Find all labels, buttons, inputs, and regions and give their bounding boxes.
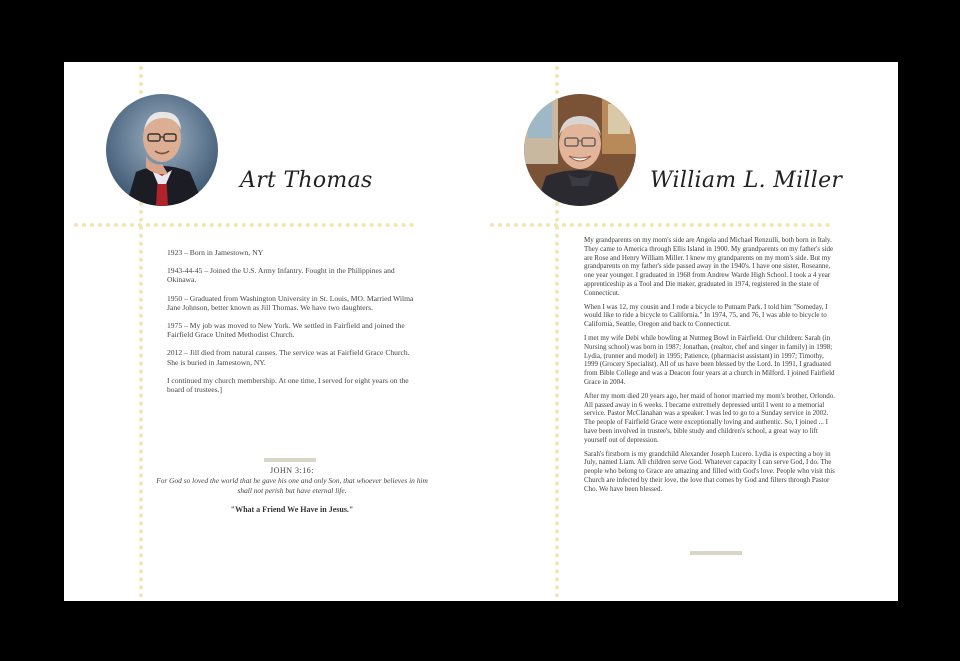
william-miller-name: William L. Miller (650, 168, 843, 193)
timeline-entry: 1943-44-45 – Joined the U.S. Army Infantry. Fought in the Philippines and Okinawa. (167, 266, 395, 285)
william-miller-story (584, 236, 836, 499)
timeline-entry: I continued my church membership. At one time, I served for eight years on the board of trustees.] (167, 375, 409, 395)
timeline-entry: 2012 – Jill died from natural causes. The service was at Fairfield Grace Church. She is buried in Jamestown, NY. (167, 348, 410, 367)
bible-verse-block (154, 466, 430, 514)
right-horizontal-guide (490, 223, 830, 227)
left-divider (264, 458, 316, 462)
story-paragraph: I met my wife Debi while bowling at Nutmeg Bowl in Fairfield. Our children: Sarah (in Nursing school) was born in 1987; Jonathan, (realtor, chef and singer in family) in 1998; Lydia, (runner and model) in 1995; Patience, (pharmacist assistant) in 1997; Timothy, 1999 (Grocery Specialist). All of us have been blessed by the Lord. In 1991, I graduated from Bible College and was a Deacon four years at a church in Milford. I joined Fairfield Grace in 2004. (584, 333, 835, 386)
story-paragraph: My grandparents on my mom's side are Angela and Michael Renzulli, both born in Italy. They came to America through Ellis Island in 1900. My grandparents on my father's side are Rose and Henry William Miller. I knew my grandparents on my mom's side. But my grandparents on my father's side passed away in the 1940's. I have one sister, Roseanne, one year younger. I graduated in 1968 from Andrew Warde High School. I took a 4 year apprenticeship as a Tool and Die maker, graduated in 1974, registered in the state of Connecticut. (584, 236, 834, 297)
william-miller-portrait (524, 94, 636, 206)
hymn-title: "What a Friend We Have in Jesus." (230, 505, 354, 514)
story-paragraph: Sarah's firstborn is my grandchild Alexander Joseph Lucero. Lydia is expecting a boy in July, named Liam. All children serve God. Whatever capacity I can serve God, I do. The people who belong to Grace are amazing and filled with God's love. People who visit this Church are infected by their love, the love that comes by God and filters through Pastor Cho. We have been blessed. (584, 449, 835, 493)
right-divider (690, 551, 742, 555)
timeline-entry: 1975 – My job was moved to New York. We settled in Fairfield and joined the Fairfield Grace United Methodist Church. (167, 321, 405, 340)
art-thomas-name: Art Thomas (240, 168, 373, 193)
portrait-photo-icon (106, 94, 218, 206)
art-thomas-portrait (106, 94, 218, 206)
left-horizontal-guide (74, 223, 414, 227)
timeline-entry: 1950 – Graduated from Washington University in St. Louis, MO. Married Wilma Jane Johnson, better known as Jill Thomas. We have two daughters. (167, 293, 414, 312)
story-paragraph: When I was 12, my cousin and I rode a bicycle to Putnam Park. I told him "Someday, I would like to ride a bicycle to California." In 1974, 75, and 76, I was able to bicycle to California, Seattle, Oregon and back to Connecticut. (584, 302, 828, 329)
portrait-photo-icon (524, 94, 636, 206)
art-thomas-timeline (167, 248, 417, 403)
brochure-spread (64, 62, 898, 601)
verse-reference: JOHN 3:16: (270, 466, 314, 475)
verse-text: For God so loved the world that he gave his one and only Son, that whoever believes in him shall not perish but have eternal life. (156, 476, 428, 495)
timeline-entry: 1923 – Born in Jamestown, NY (167, 248, 264, 257)
story-paragraph: After my mom died 20 years ago, her maid of honor married my mom's brother, Orlondo. All passed away in 6 weeks. I became extremely depressed until I went to a memorial service. Pastor McClanahan was a speaker. I was led to go to a Sunday service in 2002. The people of Fairfield Grace were exceptionally loving and authentic. So, I joined ... I have been involved in trustee's, bible study and children's school, a great way to lift yourself out of depression. (584, 391, 835, 444)
